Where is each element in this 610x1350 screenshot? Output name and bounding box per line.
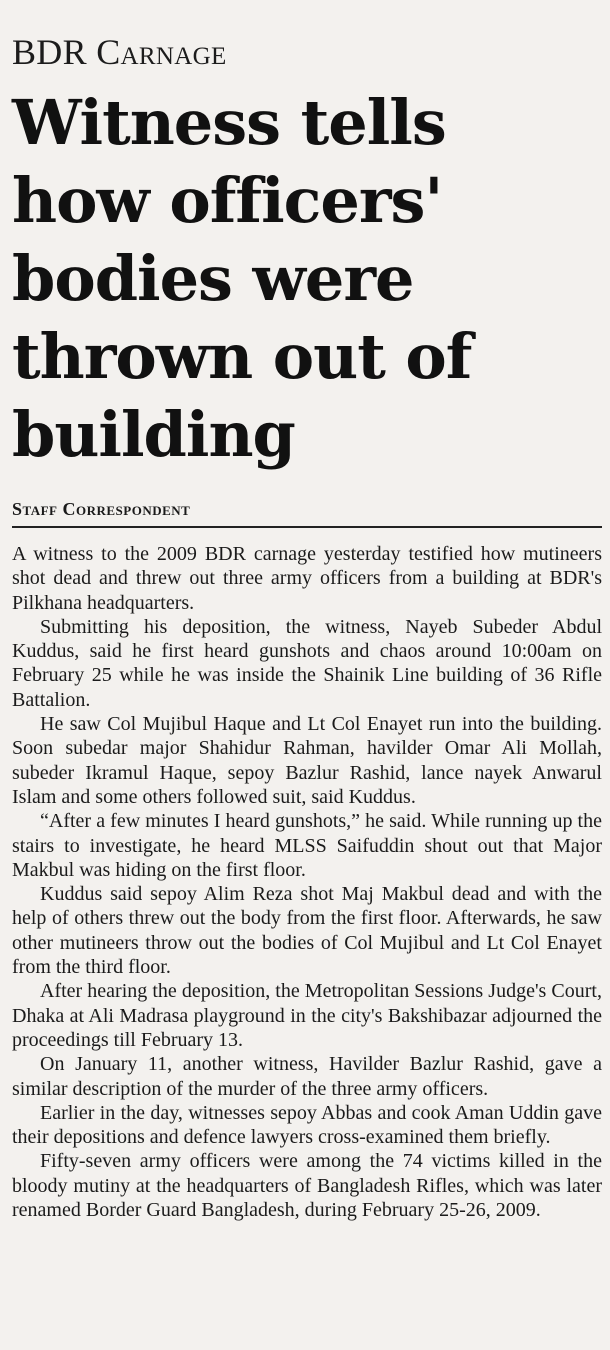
headline: Witness tells how officers' bodies were thrown out of building (12, 86, 472, 471)
byline: Staff Correspondent (12, 498, 602, 528)
paragraph: Submitting his deposition, the witness, Nayeb Subeder Abdul Kuddus, said he first heard gunshots and chaos around 10:00am on February 25 while he was inside the Shainik Line building of 36 Rifle Battalion. (12, 615, 602, 711)
paragraph: Fifty-seven army officers were among the 74 victims killed in the bloody mutiny at the headquarters of Bangladesh Rifles, which was later renamed Border Guard Bangladesh, during February 25-26, 2009. (12, 1150, 602, 1222)
kicker-lead: BDR C (12, 32, 121, 72)
section-kicker (12, 30, 602, 74)
paragraph: He saw Col Mujibul Haque and Lt Col Enayet run into the building. Soon subedar major Shahidur Rahman, havilder Omar Ali Mollah, subeder Ikramul Haque, sepoy Bazlur Rashid, lance nayek Anwarul Islam and some others followed suit, said Kuddus. (12, 713, 602, 808)
kicker-smallcaps: arnage (120, 32, 227, 72)
paragraph: Earlier in the day, witnesses sepoy Abbas and cook Aman Uddin gave their depositions and defence lawyers cross-examined them briefly. (12, 1101, 602, 1149)
paragraph: On January 11, another witness, Havilder Bazlur Rashid, gave a similar description of the murder of the three army officers. (12, 1053, 602, 1100)
paragraph: A witness to the 2009 BDR carnage yesterday testified how mutineers shot dead and threw out three army officers from a building at BDR's Pilkhana headquarters. (12, 543, 602, 614)
paragraph: After hearing the deposition, the Metropolitan Sessions Judge's Court, Dhaka at Ali Madrasa playground in the city's Bakshibazar adjourned the proceedings till February 13. (12, 980, 602, 1051)
paragraph: Kuddus said sepoy Alim Reza shot Maj Makbul dead and with the help of others threw out the body from the first floor. Afterwards, he saw other mutineers throw out the bodies of Col Mujibul and Lt Col Enayet from the third floor. (12, 883, 602, 979)
article-body (12, 542, 602, 1222)
paragraph: “After a few minutes I heard gunshots,” he said. While running up the stairs to investigate, he heard MLSS Saifuddin shout out that Major Makbul was hiding on the first floor. (12, 810, 602, 881)
